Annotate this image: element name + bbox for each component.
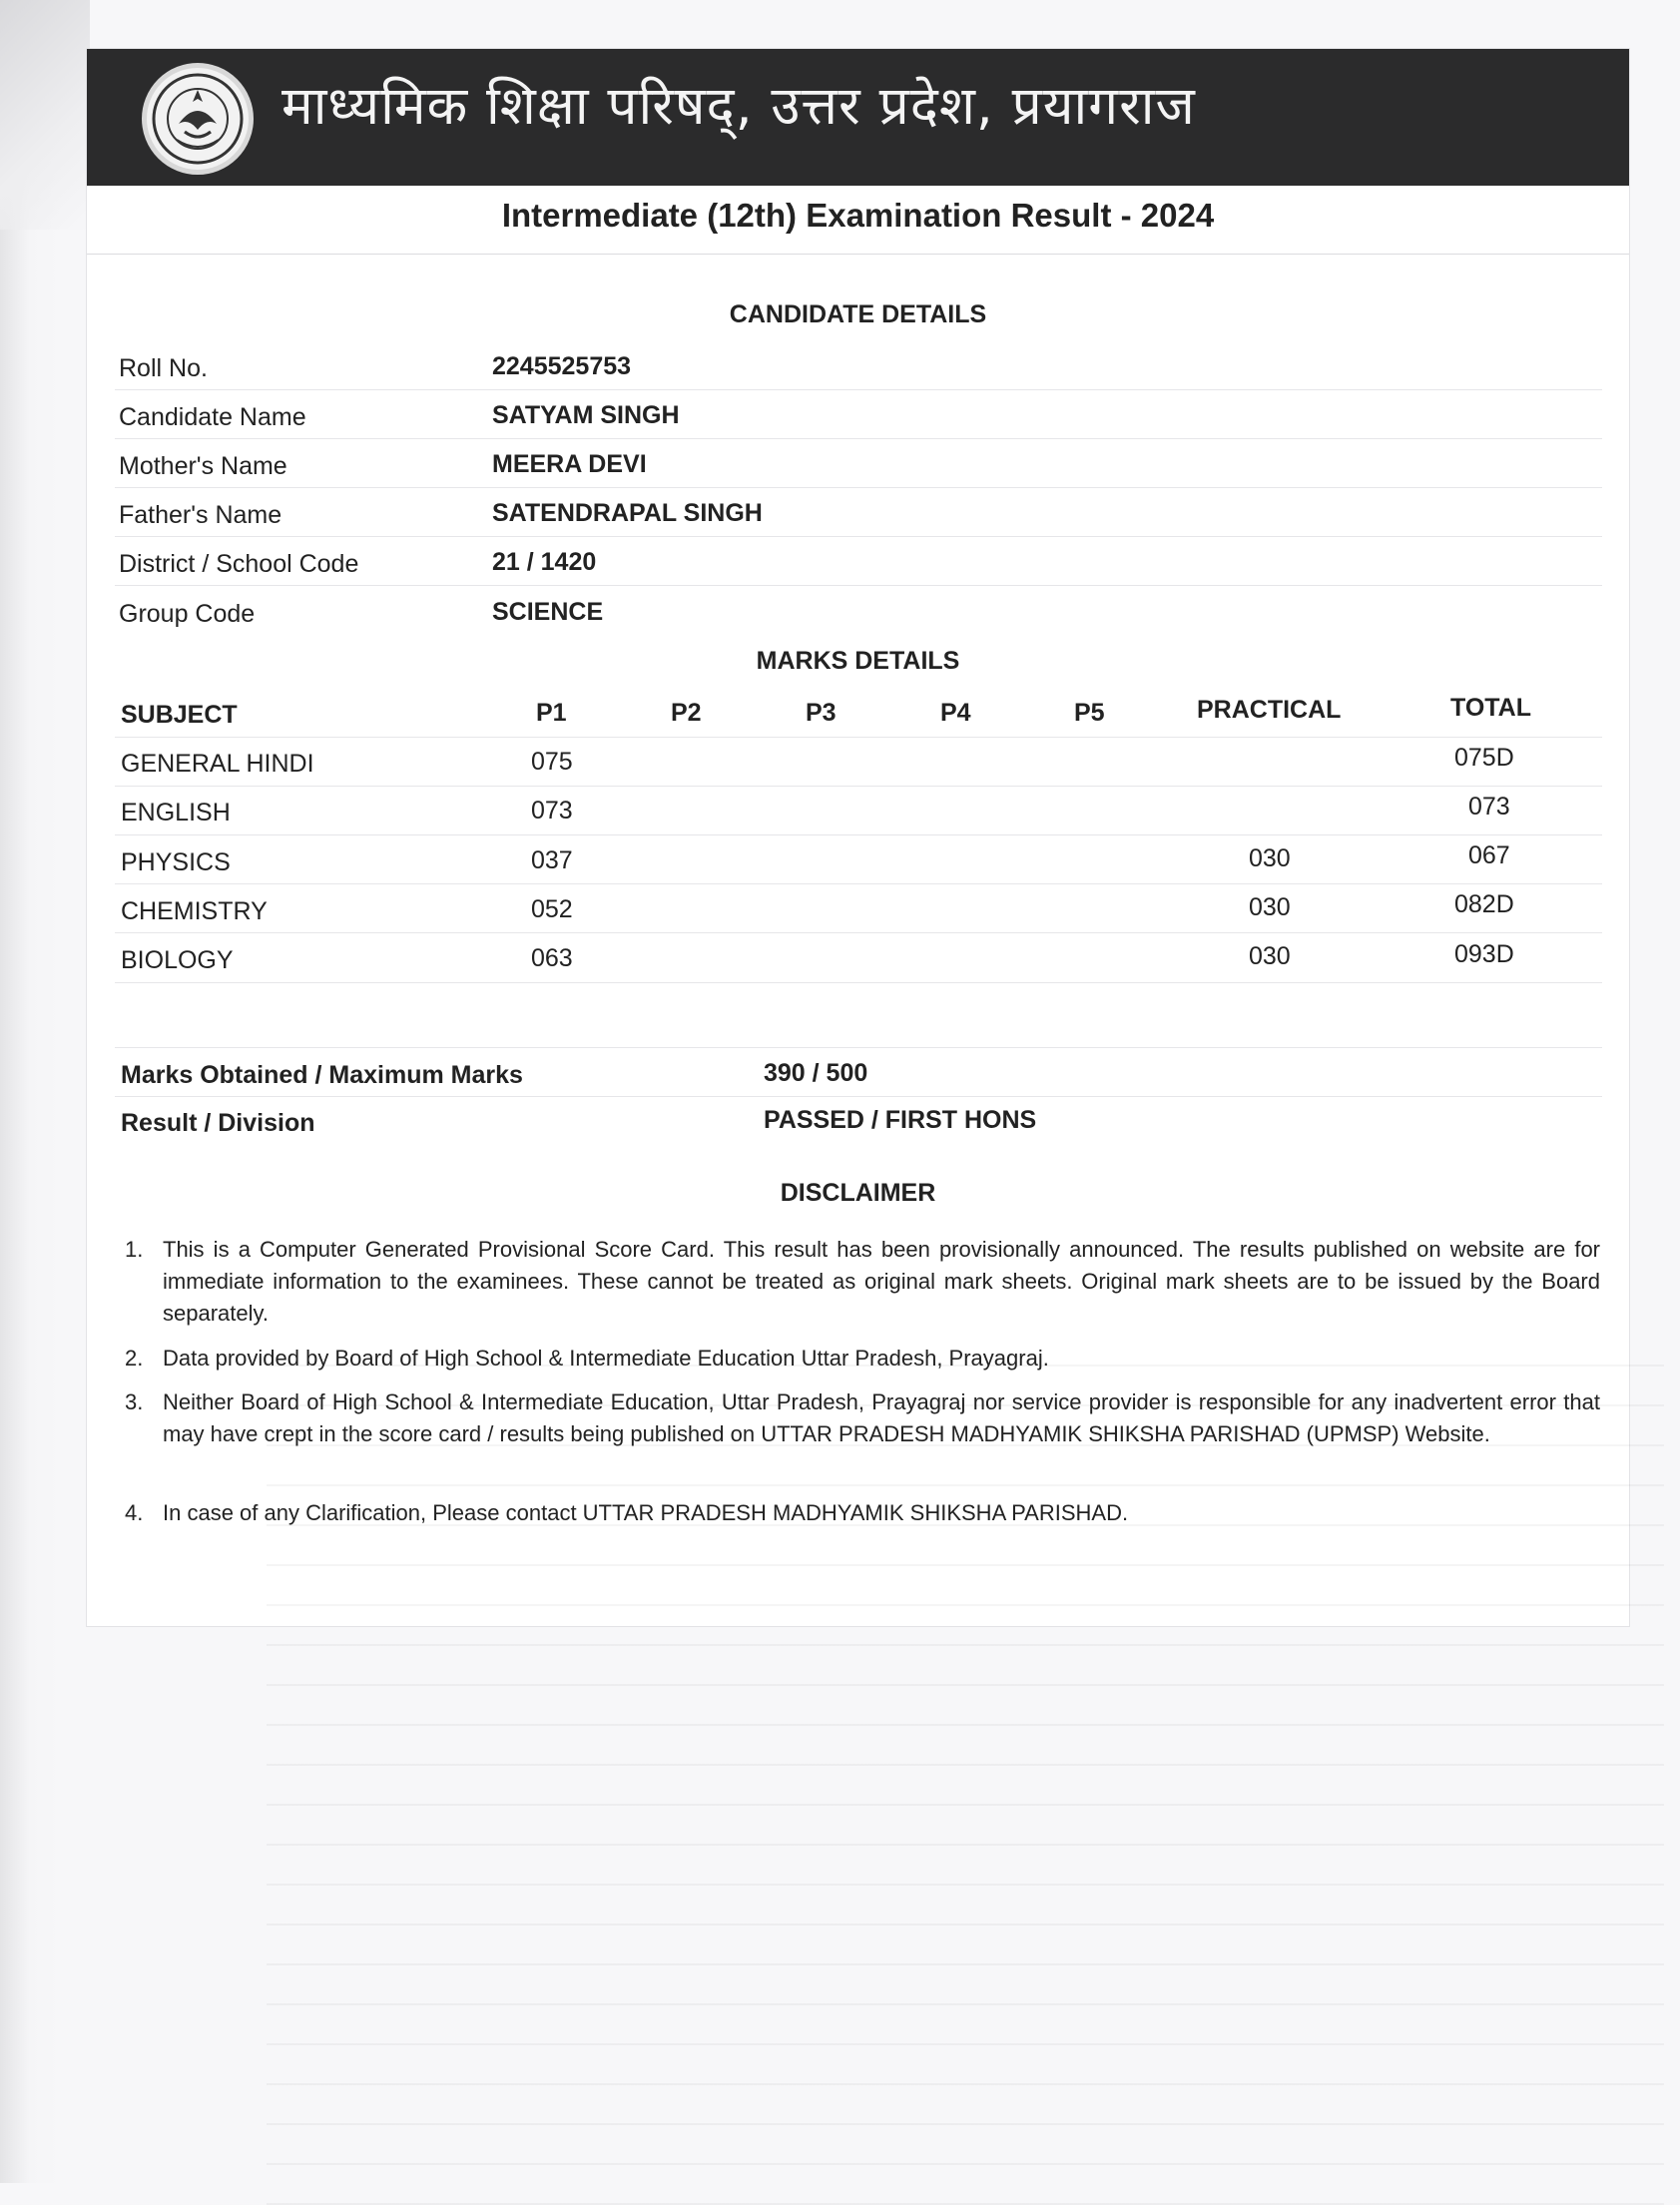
result-division-label: Result / Division [121,1109,315,1137]
total-cell: 067 [1468,841,1510,869]
p1-cell: 052 [531,895,573,923]
p1-cell: 075 [531,748,573,776]
row-divider [115,737,1602,738]
page-corner-fold [0,0,90,230]
practical-cell: 030 [1249,844,1291,872]
row-divider [115,883,1602,884]
p1-cell: 073 [531,797,573,825]
bleed-through-texture [267,1327,1664,2205]
col-p3: P3 [806,699,837,727]
disclaimer-text: Neither Board of High School & Intermediate Education, Uttar Pradesh, Prayagraj nor service provider is responsible for any inadvertent error that may have crept in the score card / results being published on UTTAR PRADESH MADHYAMIK SHIKSHA PARISHAD (UPMSP) Website. [163,1389,1600,1446]
col-p4: P4 [940,699,971,727]
roll-no-value: 2245525753 [492,352,632,380]
practical-cell: 030 [1249,942,1291,970]
roll-no-label: Roll No. [119,354,208,382]
disclaimer-number: 1. [125,1237,144,1262]
p1-cell: 037 [531,846,573,874]
disclaimer-number: 2. [125,1346,144,1371]
row-divider [115,1047,1602,1048]
total-cell: 093D [1454,940,1514,968]
candidate-name-value: SATYAM SINGH [492,401,680,429]
group-code-value: SCIENCE [492,598,604,626]
board-title: माध्यमिक शिक्षा परिषद्, उत्तर प्रदेश, प्रयागराज [281,76,1196,137]
row-divider [115,932,1602,933]
row-divider [115,834,1602,835]
row-divider [115,438,1602,439]
subject-cell: PHYSICS [121,848,231,876]
mother-name-value: MEERA DEVI [492,450,647,478]
total-cell: 073 [1468,793,1510,821]
disclaimer-item [125,1386,1600,1450]
row-divider [115,487,1602,488]
col-p2: P2 [671,699,702,727]
col-practical: PRACTICAL [1197,696,1342,724]
col-subject: SUBJECT [121,701,238,729]
row-divider [115,982,1602,983]
p1-cell: 063 [531,944,573,972]
disclaimer-number: 4. [125,1500,144,1525]
exam-title: Intermediate (12th) Examination Result - 2024 [501,197,1215,234]
total-cell: 075D [1454,744,1514,772]
candidate-details-title: CANDIDATE DETAILS [729,300,987,328]
subject-cell: GENERAL HINDI [121,750,314,778]
header-band [87,49,1629,186]
disclaimer-text: Data provided by Board of High School & Intermediate Education Uttar Pradesh, Prayagraj. [163,1346,1049,1371]
practical-cell: 030 [1249,893,1291,921]
subject-cell: ENGLISH [121,799,231,827]
row-divider [115,536,1602,537]
mother-name-label: Mother's Name [119,452,287,480]
result-card [86,48,1630,1627]
col-p1: P1 [536,699,567,727]
result-division-value: PASSED / FIRST HONS [764,1106,1037,1134]
district-school-code-value: 21 / 1420 [492,548,597,576]
district-school-code-label: District / School Code [119,550,359,578]
marks-details-title: MARKS DETAILS [756,647,960,675]
subject-cell: CHEMISTRY [121,897,268,925]
col-total: TOTAL [1450,694,1532,722]
disclaimer-item [125,1497,1600,1529]
group-code-label: Group Code [119,600,256,628]
disclaimer-text: This is a Computer Generated Provisional Score Card. This result has been provisionally announced. The results published on website are for immediate information to the examinees. These cannot be treated as original mark sheets. Original mark sheets are to be issued by the Board separately. [163,1237,1600,1326]
father-name-value: SATENDRAPAL SINGH [492,499,763,527]
col-p5: P5 [1074,699,1105,727]
disclaimer-number: 3. [125,1389,144,1414]
divider [87,254,1629,255]
row-divider [115,585,1602,586]
upmsp-emblem-icon [142,63,254,175]
row-divider [115,786,1602,787]
candidate-name-label: Candidate Name [119,403,306,431]
marks-obtained-value: 390 / 500 [764,1059,868,1087]
total-cell: 082D [1454,890,1514,918]
disclaimer-title: DISCLAIMER [780,1179,936,1207]
father-name-label: Father's Name [119,501,282,529]
disclaimer-item [125,1343,1600,1375]
subject-cell: BIOLOGY [121,946,234,974]
disclaimer-text: In case of any Clarification, Please contact UTTAR PRADESH MADHYAMIK SHIKSHA PARISHAD. [163,1500,1129,1525]
disclaimer-item [125,1234,1600,1330]
row-divider [115,1096,1602,1097]
row-divider [115,389,1602,390]
marks-obtained-label: Marks Obtained / Maximum Marks [121,1061,523,1089]
